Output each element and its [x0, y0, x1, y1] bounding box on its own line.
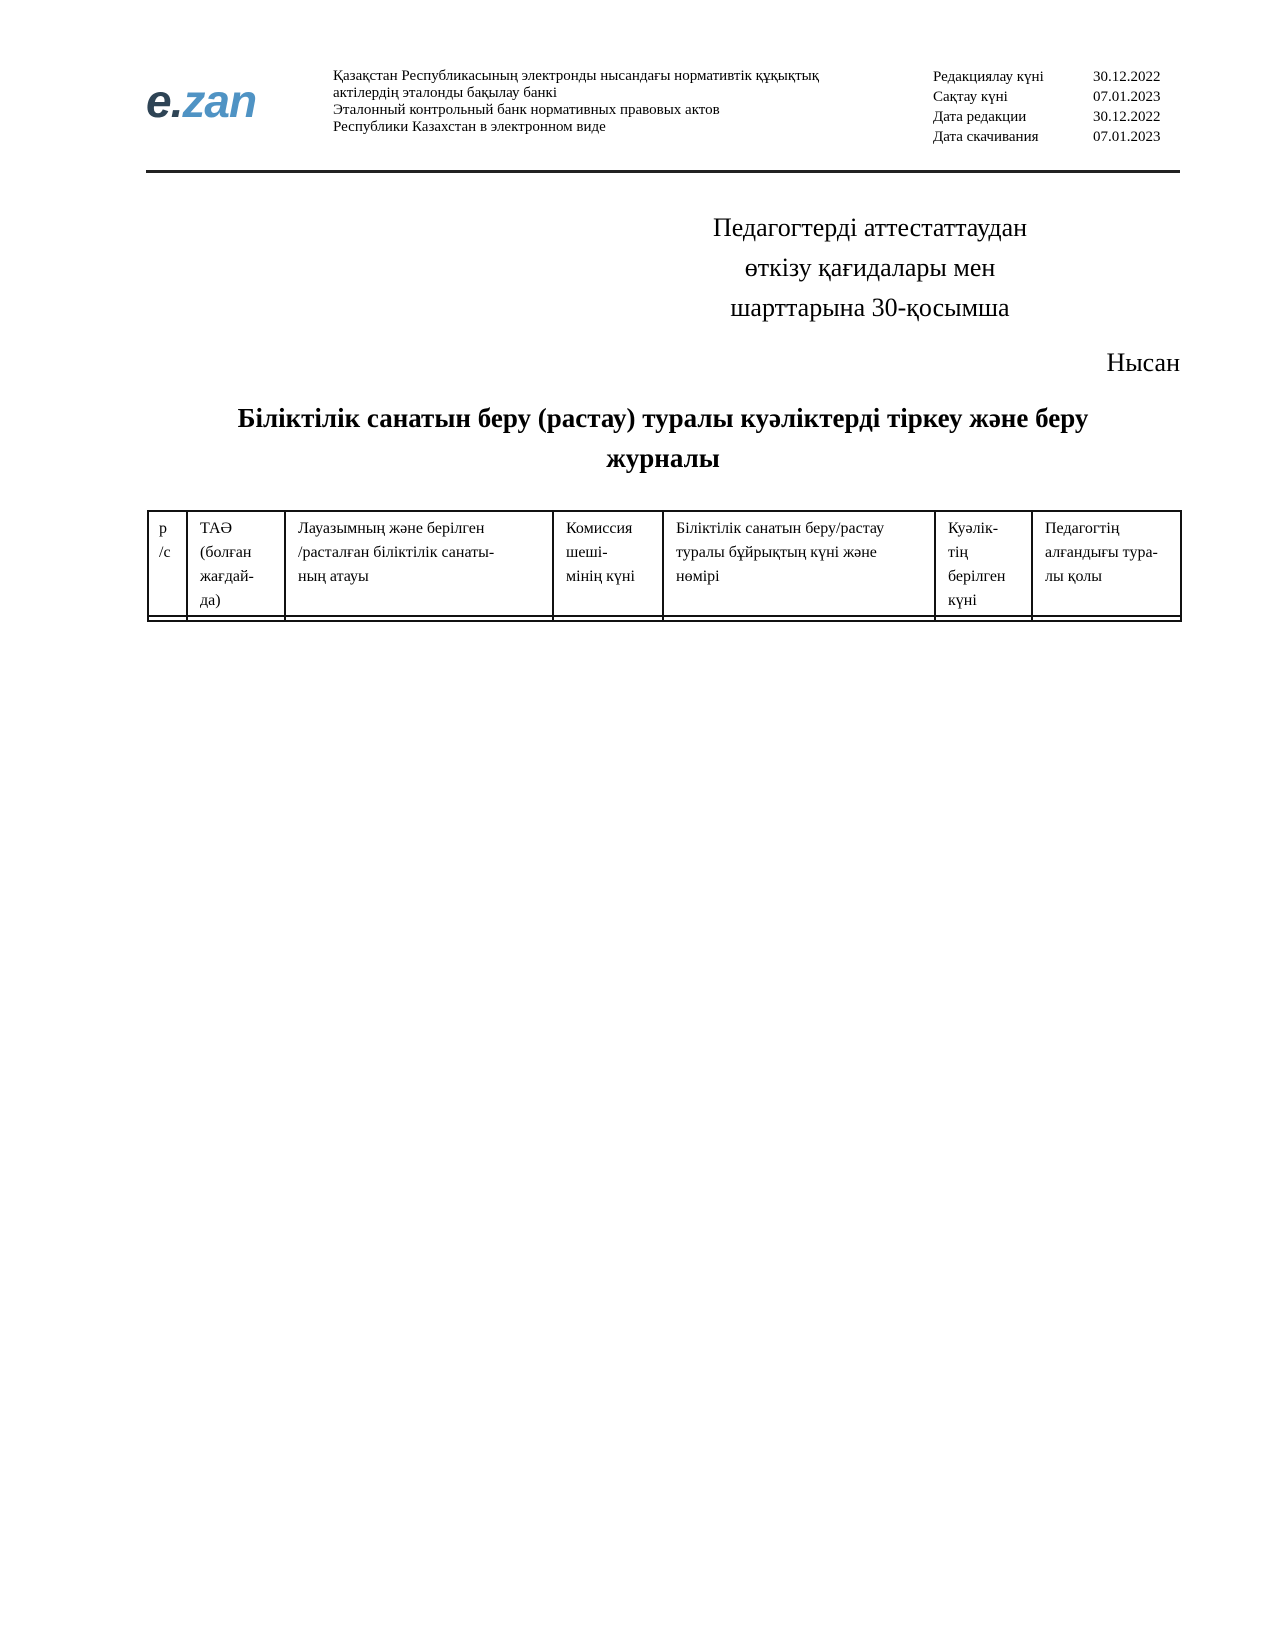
column-header-certificate-issue-date: [935, 511, 1032, 616]
date-label: Дата редакции: [933, 109, 1027, 125]
journal-table: [147, 510, 1182, 622]
header-text-line: Куәлік-: [948, 520, 999, 537]
header-dates: [933, 67, 1173, 147]
header-text-line: да): [200, 592, 221, 609]
header-text-line: жағдай-: [200, 568, 254, 585]
header-text-line: нөмірі: [676, 568, 720, 585]
header-text-line: /с: [159, 544, 171, 561]
appendix-line: өткізу қағидалары мен: [744, 253, 996, 282]
column-header-number: [148, 511, 187, 616]
header-description: [333, 68, 893, 136]
header-text-line: шеші-: [566, 544, 608, 561]
header-text-line: лы қолы: [1045, 568, 1103, 585]
header-text-line: берілген: [948, 568, 1006, 585]
header-text-line: ның атауы: [298, 568, 369, 585]
table-cell: [553, 616, 663, 621]
table-cell: [187, 616, 285, 621]
header-text-line: (болған: [200, 544, 252, 561]
table-cell: [285, 616, 553, 621]
logo-part-zan: zan: [182, 75, 257, 127]
date-label: Дата скачивания: [933, 129, 1039, 145]
logo-part-e: e: [146, 75, 171, 127]
date-value: 07.01.2023: [1093, 129, 1161, 145]
column-header-order-date-number: [663, 511, 935, 616]
table-cell: [935, 616, 1032, 621]
table-row: [148, 616, 1181, 621]
header-text-line: /расталған біліктілік санаты-: [298, 544, 495, 561]
header-text-line: Комиссия: [566, 520, 633, 537]
column-header-position-category: [285, 511, 553, 616]
appendix-line: Педагогтерді аттестаттаудан: [712, 213, 1028, 242]
date-row-download-ru: [933, 127, 1173, 147]
date-value: 30.12.2022: [1093, 69, 1161, 85]
column-header-teacher-signature: [1032, 511, 1181, 616]
table-cell: [1032, 616, 1181, 621]
header-text-line: ТАӘ: [200, 520, 233, 537]
header-description-line: актілердің эталонды бақылау банкі: [333, 85, 557, 101]
header-description-line: Эталонный контрольный банк нормативных правовых актов: [333, 102, 720, 118]
date-row-save-kk: [933, 87, 1173, 107]
document-title-line: журналы: [606, 443, 720, 473]
header-description-line: Республики Казахстан в электронном виде: [333, 119, 606, 135]
date-label: Редакциялау күні: [933, 69, 1044, 85]
header-text-line: тің: [948, 544, 968, 561]
table-cell: [148, 616, 187, 621]
date-value: 30.12.2022: [1093, 109, 1161, 125]
ezan-logo: [146, 75, 257, 127]
date-label: Сақтау күні: [933, 89, 1008, 105]
header-text-line: Біліктілік санатын беру/растау: [676, 520, 885, 537]
date-value: 07.01.2023: [1093, 89, 1161, 105]
table-cell: [663, 616, 935, 621]
table-header-row: [148, 511, 1181, 616]
appendix-note: [660, 208, 1080, 328]
header-text-line: алғандығы тура-: [1045, 544, 1158, 561]
appendix-line: шарттарына 30-қосымша: [730, 293, 1010, 322]
column-header-commission-date: [553, 511, 663, 616]
header-text-line: Педагогтің: [1045, 520, 1120, 537]
date-row-edit-kk: [933, 67, 1173, 87]
header-text-line: мінің күні: [566, 568, 635, 585]
document-title-line: Біліктілік санатын беру (растау) туралы куәліктерді тіркеу және беру: [237, 403, 1089, 433]
header-text-line: туралы бұйрықтың күні және: [676, 544, 877, 561]
header-description-line: Қазақстан Республикасының электронды нысандағы нормативтік құқықтық: [333, 68, 820, 84]
header-text-line: р: [159, 520, 167, 537]
date-row-edit-ru: [933, 107, 1173, 127]
column-header-full-name: [187, 511, 285, 616]
form-label: Нысан: [1106, 348, 1180, 377]
header-text-line: Лауазымның және берілген: [298, 520, 485, 537]
document-title: [160, 398, 1166, 478]
header-text-line: күні: [948, 592, 977, 609]
logo-dot: .: [170, 75, 183, 127]
header-divider: [146, 170, 1180, 173]
